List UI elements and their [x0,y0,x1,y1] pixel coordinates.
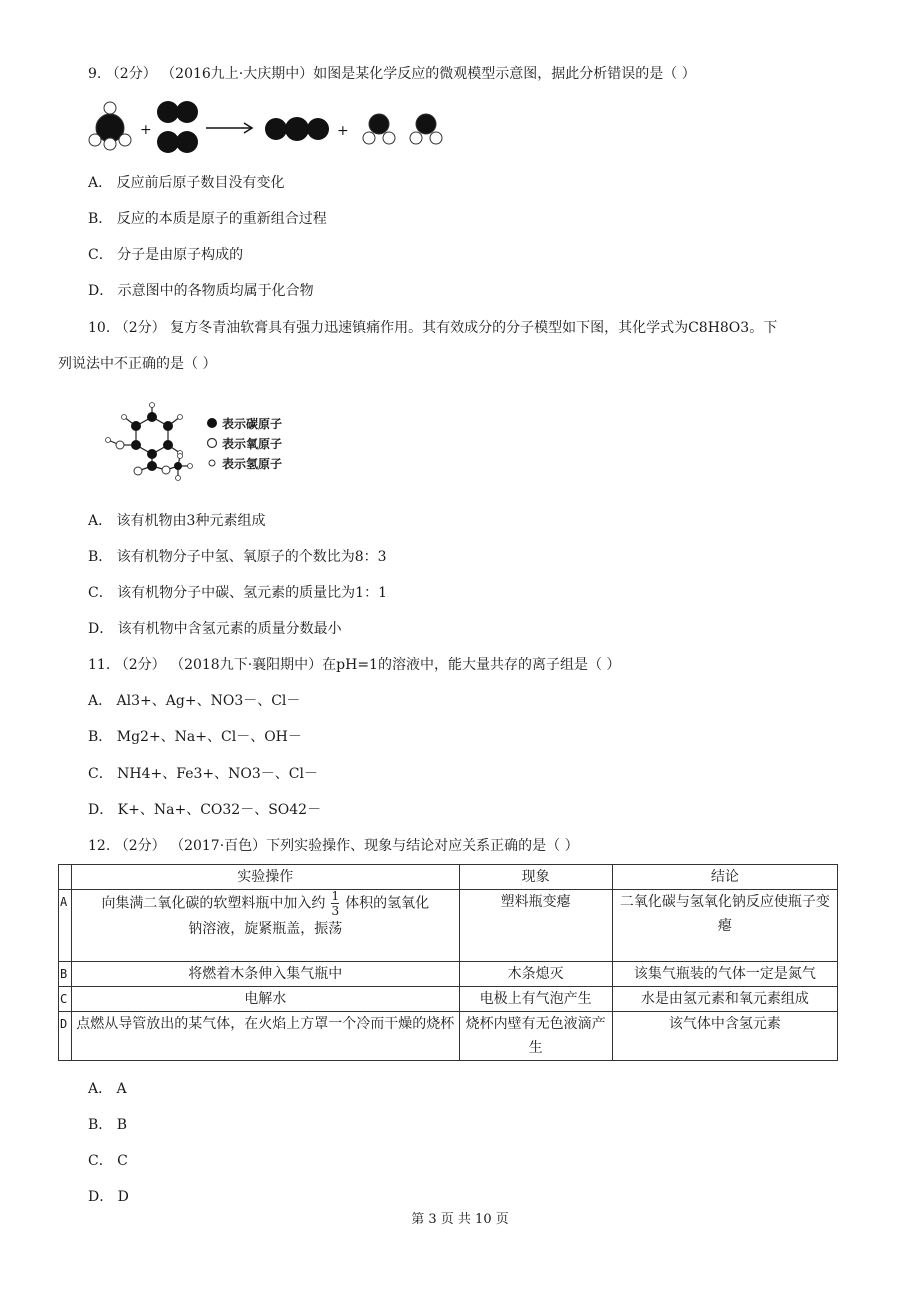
q12-option-c: C． C [88,1153,128,1169]
table-row-d [59,1012,838,1061]
product-molecule-1 [265,117,329,141]
product-molecule-2 [363,114,442,144]
q12-option-b: B． B [88,1117,128,1133]
q10-option-d: D． 该有机物中含氢元素的质量分数最小 [88,621,342,637]
q10-stem-2: 列说法中不正确的是（ ） [58,356,217,372]
q12-stem: 12. （2分） （2017·百色）下列实验操作、现象与结论对应关系正确的是（ ） [88,838,579,854]
table-row-c [59,987,838,1012]
q11-stem: 11. （2分） （2018九下·襄阳期中）在pH=1的溶液中，能大量共存的离子组是（ ） [88,657,621,673]
table-row-a [59,890,838,962]
row-a-conclusion: 二氧化碳与氢氧化钠反应使瓶子变瘪 [612,890,837,962]
legend-icons [204,416,220,472]
row-a-phenomenon: 塑料瓶变瘪 [459,890,612,962]
row-a-operation-line2: 钠溶液，旋紧瓶盖，振荡 [188,921,343,937]
reactant-molecule-2 [157,101,198,153]
q10-stem: 10. （2分） 复方冬青油软膏具有强力迅速镇痛作用。其有效成分的分子模型如下图，其化学式为C8H8O3。下 [88,320,778,336]
fraction-denominator: 3 [331,904,340,918]
q10-option-c: C． 该有机物分子中碳、氢元素的质量比为1：1 [88,585,387,601]
table-row-b [59,962,838,987]
fraction-one-third [331,890,339,917]
q9-stem: 9. （2分） （2016九上·大庆期中）如图是某化学反应的微观模型示意图，据此分析错误的是（ ） [88,66,696,82]
header-phenomenon: 现象 [459,865,612,890]
legend-hydrogen: 表示氢原子 [222,457,283,471]
q9-option-a: A． 反应前后原子数目没有变化 [88,175,285,191]
row-a-operation-part2: 体积的氢氧化 [345,895,430,912]
experiment-table [58,864,838,1061]
row-label-b: B [59,962,72,987]
page-footer: 第 3 页 共 10 页 [411,1212,509,1227]
legend-oxygen: 表示氧原子 [222,437,283,451]
row-b-operation: 将燃着木条伸入集气瓶中 [72,962,459,987]
header-operation: 实验操作 [72,865,459,890]
molecule-model [90,396,210,496]
fraction-numerator: 1 [331,889,340,903]
row-label-a: A [59,890,72,962]
q12-option-d: D． D [88,1189,129,1205]
reaction-diagram [84,98,454,160]
q9-option-b: B． 反应的本质是原子的重新组合过程 [88,211,327,227]
reactant-molecule-1 [89,102,131,150]
row-c-operation: 电解水 [72,987,459,1012]
row-a-operation [72,890,459,962]
q11-option-d: D． K+、Na+、CO32－、SO42－ [88,802,322,818]
row-a-operation-part1: 向集满二氧化碳的软塑料瓶中加入约 [101,895,326,912]
q9-option-c: C． 分子是由原子构成的 [88,247,244,263]
row-b-phenomenon: 木条熄灭 [459,962,612,987]
reaction-arrow [206,123,252,133]
row-d-phenomenon: 烧杯内壁有无色液滴产生 [459,1012,612,1061]
q9-option-d: D． 示意图中的各物质均属于化合物 [88,283,314,299]
plus-sign: + [140,122,152,138]
row-c-phenomenon: 电极上有气泡产生 [459,987,612,1012]
table-header-row [59,865,838,890]
plus-sign-2: + [337,123,349,139]
row-b-conclusion: 该集气瓶装的气体一定是氮气 [612,962,837,987]
row-d-conclusion: 该气体中含氢元素 [612,1012,837,1061]
q10-option-b: B． 该有机物分子中氢、氧原子的个数比为8：3 [88,549,387,565]
q11-option-b: B． Mg2+、Na+、Cl－、OH－ [88,729,302,745]
q12-option-a: A． A [88,1081,127,1097]
row-label-c: C [59,987,72,1012]
row-c-conclusion: 水是由氢元素和氧元素组成 [612,987,837,1012]
q10-option-a: A． 该有机物由3种元素组成 [88,513,266,529]
q11-option-a: A． Al3+、Ag+、NO3－、Cl－ [88,693,301,709]
header-conclusion: 结论 [612,865,837,890]
row-label-d: D [59,1012,72,1061]
legend-carbon: 表示碳原子 [222,417,283,431]
row-d-operation: 点燃从导管放出的某气体，在火焰上方罩一个冷而干燥的烧杯 [72,1012,459,1061]
q11-option-c: C． NH4+、Fe3+、NO3－、Cl－ [88,766,318,782]
